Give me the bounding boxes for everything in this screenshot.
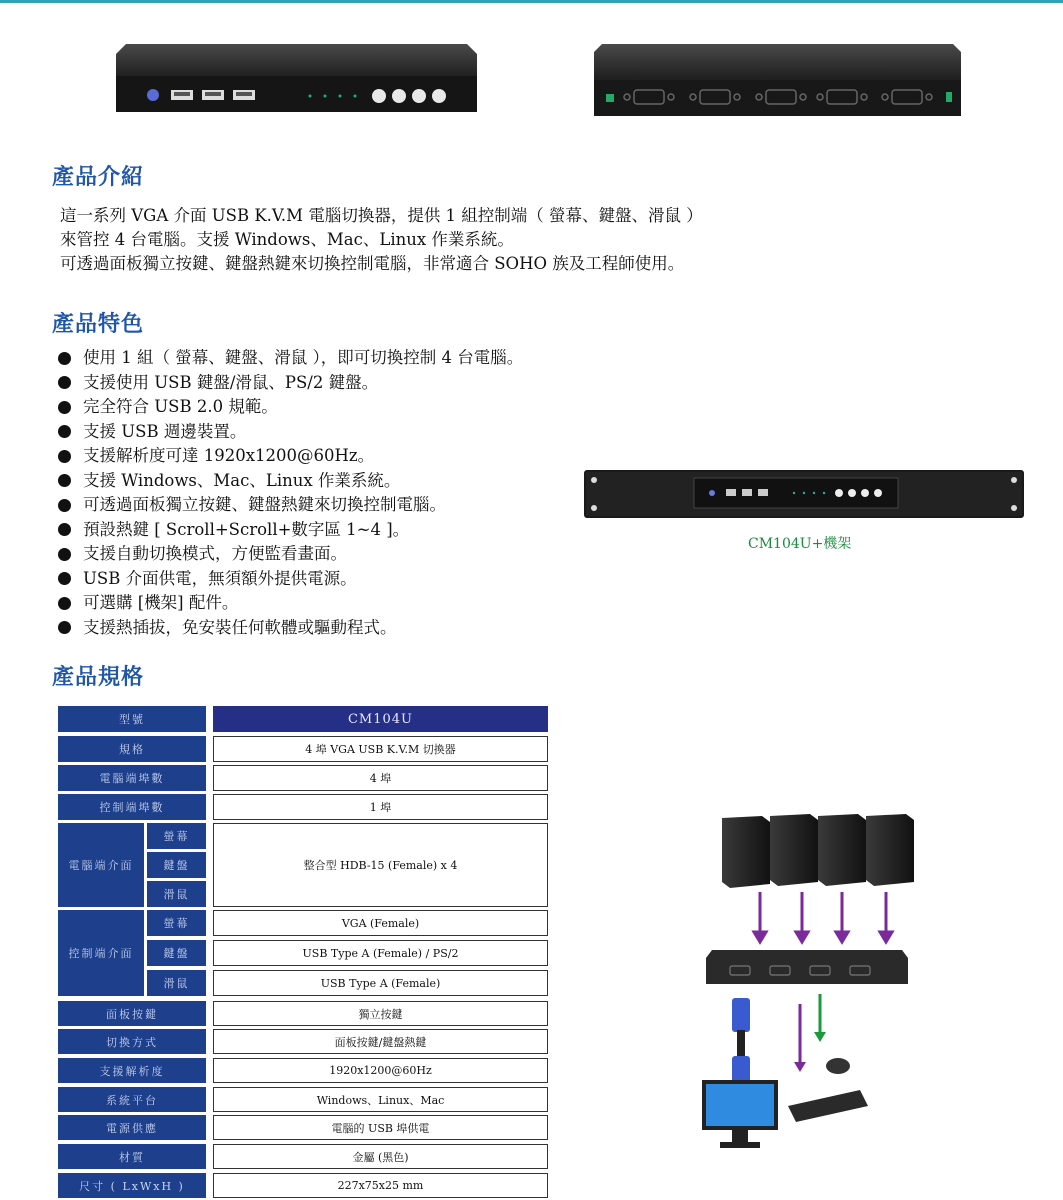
bullet-icon (58, 474, 71, 487)
spec-value: 4 埠 (213, 765, 548, 791)
top-accent-bar (0, 0, 1063, 3)
spec-label: 切換方式 (58, 1029, 206, 1054)
spec-model: CM104U (213, 706, 548, 732)
spec-label: 規格 (58, 736, 206, 762)
spec-value: 電腦的 USB 埠供電 (213, 1115, 548, 1140)
intro-line: 這一系列 VGA 介面 USB K.V.M 電腦切換器，提供 1 組控制端（ 螢幕、鍵盤、滑鼠 ） (60, 206, 703, 225)
features-title: 產品特色 (52, 312, 145, 337)
computer-icon (722, 814, 914, 888)
feature-item: 支援 USB 週邊裝置。 (56, 420, 523, 445)
spec-value: 金屬 (黑色) (213, 1144, 548, 1169)
feature-item: 完全符合 USB 2.0 規範。 (56, 395, 523, 420)
spec-label: 面板按鍵 (58, 1001, 206, 1026)
intro-text (60, 204, 703, 276)
spec-label: 支援解析度 (58, 1058, 206, 1083)
spec-title: 產品規格 (52, 665, 145, 690)
intro-line: 來管控 4 台電腦。支援 Windows、Mac、Linux 作業系統。 (60, 230, 514, 249)
spec-value: 4 埠 VGA USB K.V.M 切換器 (213, 736, 548, 762)
feature-item: 可選購 [機架] 配件。 (56, 591, 523, 616)
spec-value: 227x75x25 mm (213, 1173, 548, 1198)
intro-title: 產品介紹 (52, 165, 145, 190)
spec-value: 整合型 HDB-15 (Female) x 4 (213, 823, 548, 907)
feature-item: 使用 1 組（ 螢幕、鍵盤、滑鼠 ），即可切換控制 4 台電腦。 (56, 346, 523, 371)
feature-item: 支援 Windows、Mac、Linux 作業系統。 (56, 469, 523, 494)
spec-value: 1 埠 (213, 794, 548, 820)
feature-list (56, 346, 523, 640)
spec-sublabel: 螢幕 (147, 910, 206, 936)
rack-mount-image (584, 464, 1024, 524)
spec-label: 尺寸 ( LxWxH ) (58, 1173, 206, 1198)
rack-caption: CM104U+機架 (748, 536, 852, 552)
spec-label: 系統平台 (58, 1087, 206, 1112)
bullet-icon (58, 523, 71, 536)
spec-label: 電腦端埠數 (58, 765, 206, 791)
spec-label: 型號 (58, 706, 206, 732)
spec-value: Windows、Linux、Mac (213, 1087, 548, 1112)
bullet-icon (58, 621, 71, 634)
bullet-icon (58, 376, 71, 389)
kvm-front-panel-image (116, 44, 477, 118)
spec-sublabel: 滑鼠 (147, 970, 206, 996)
bullet-icon (58, 548, 71, 561)
spec-label: 材質 (58, 1144, 206, 1169)
bullet-icon (58, 499, 71, 512)
spec-sublabel: 滑鼠 (147, 881, 206, 907)
bullet-icon (58, 572, 71, 585)
spec-label: 控制端埠數 (58, 794, 206, 820)
spec-value: USB Type A (Female) (213, 970, 548, 996)
spec-label: 電腦端介面 (58, 823, 144, 907)
feature-item: 預設熱鍵 [ Scroll+Scroll+數字區 1~4 ]。 (56, 518, 523, 543)
connection-diagram (692, 808, 922, 1168)
spec-value: 獨立按鍵 (213, 1001, 548, 1026)
intro-line: 可透過面板獨立按鍵、鍵盤熱鍵來切換控制電腦，非常適合 SOHO 族及工程師使用。 (60, 254, 685, 273)
kvm-rear-panel-image (594, 44, 961, 121)
bullet-icon (58, 597, 71, 610)
bullet-icon (58, 401, 71, 414)
feature-item: USB 介面供電，無須額外提供電源。 (56, 567, 523, 592)
spec-value: 1920x1200@60Hz (213, 1058, 548, 1083)
bullet-icon (58, 352, 71, 365)
feature-item: 支援解析度可達 1920x1200@60Hz。 (56, 444, 523, 469)
feature-item: 支援熱插拔，免安裝任何軟體或驅動程式。 (56, 616, 523, 641)
spec-sublabel: 螢幕 (147, 823, 206, 849)
bullet-icon (58, 450, 71, 463)
bullet-icon (58, 425, 71, 438)
feature-item: 支援自動切換模式，方便監看畫面。 (56, 542, 523, 567)
feature-item: 可透過面板獨立按鍵、鍵盤熱鍵來切換控制電腦。 (56, 493, 523, 518)
spec-sublabel: 鍵盤 (147, 940, 206, 966)
feature-item: 支援使用 USB 鍵盤/滑鼠、PS/2 鍵盤。 (56, 371, 523, 396)
spec-sublabel: 鍵盤 (147, 852, 206, 878)
spec-label: 電源供應 (58, 1115, 206, 1140)
spec-value: 面板按鍵/鍵盤熱鍵 (213, 1029, 548, 1054)
spec-label: 控制端介面 (58, 910, 144, 996)
spec-value: VGA (Female) (213, 910, 548, 936)
spec-value: USB Type A (Female) / PS/2 (213, 940, 548, 966)
